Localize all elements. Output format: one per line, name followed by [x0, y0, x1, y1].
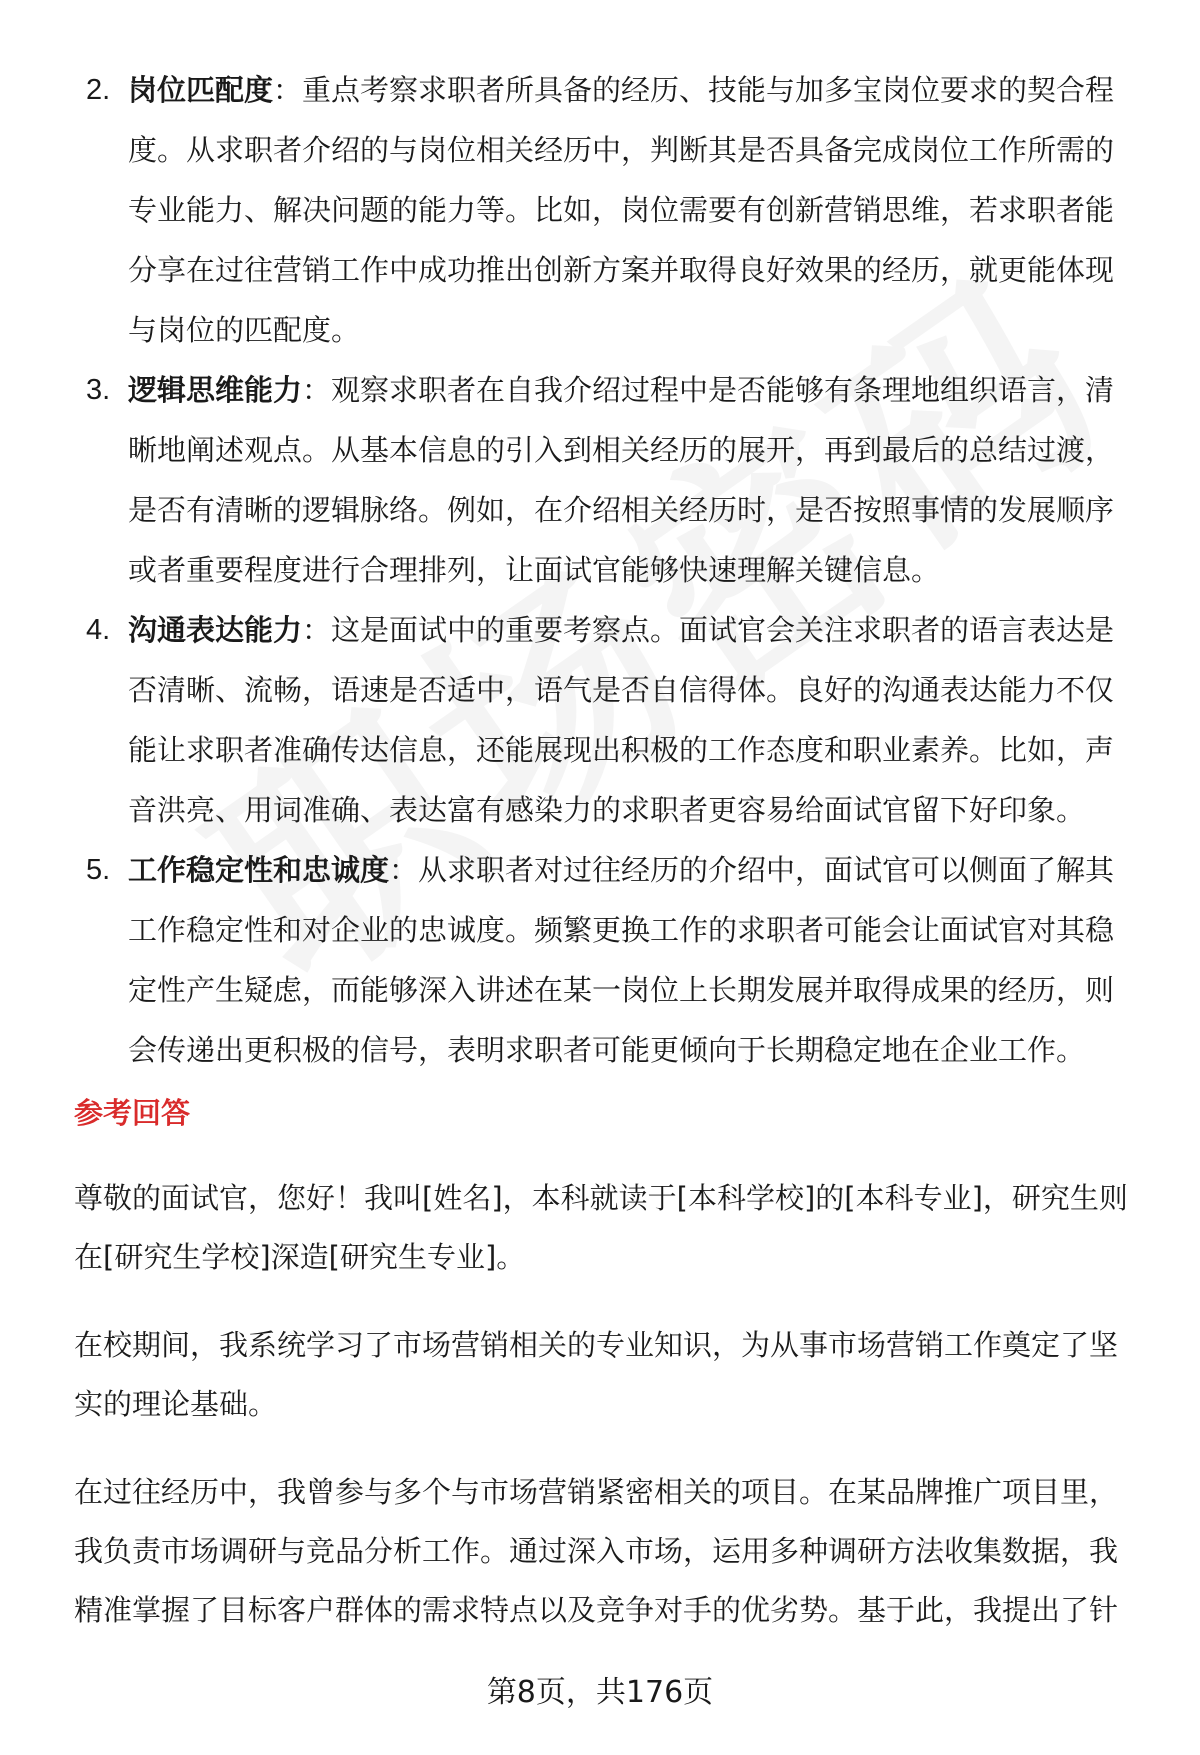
section-title-reference-answer: 参考回答	[74, 1096, 191, 1130]
criteria-list	[0, 60, 1200, 1080]
list-item-text: 从求职者对过往经历的介绍中，面试官可以侧面了解其工作稳定性和对企业的忠诚度。频繁更换工作的求职者可能会让面试官对其稳定性产生疑虑，而能够深入讲述在某一岗位上长期发展并取得成果的经历，则会传递出更积极的信号，表明求职者可能更倾向于长期稳定地在企业工作。	[128, 853, 1115, 1067]
list-item	[0, 360, 1200, 600]
list-item-term: 岗位匹配度	[128, 73, 274, 107]
list-item	[0, 60, 1200, 360]
answer-paragraph: 在过往经历中，我曾参与多个与市场营销紧密相关的项目。在某品牌推广项目里，我负责市场调研与竞品分析工作。通过深入市场，运用多种调研方法收集数据，我精准掌握了目标客户群体的需求特点以及竞争对手的优劣势。基于此，我提出了针	[74, 1475, 1119, 1627]
list-item-term: 逻辑思维能力	[128, 373, 303, 407]
answer-paragraph: 尊敬的面试官，您好！我叫[姓名]，本科就读于[本科学校]的[本科专业]，研究生则在[研究生学校]深造[研究生专业]。	[74, 1181, 1128, 1274]
list-item	[0, 600, 1200, 840]
list-item-number: 2.	[86, 74, 111, 106]
list-item-separator: ：	[273, 73, 303, 107]
list-item-number: 4.	[86, 614, 111, 646]
list-item	[0, 840, 1200, 1080]
list-item-separator: ：	[302, 373, 332, 407]
list-item-text: 观察求职者在自我介绍过程中是否能够有条理地组织语言，清晰地阐述观点。从基本信息的引入到相关经历的展开，再到最后的总结过渡，是否有清晰的逻辑脉络。例如，在介绍相关经历时，是否按照事情的发展顺序或者重要程度进行合理排列，让面试官能够快速理解关键信息。	[128, 373, 1115, 587]
list-item-number: 5.	[86, 854, 111, 886]
list-item-term: 工作稳定性和忠诚度	[128, 853, 390, 887]
list-item-text: 重点考察求职者所具备的经历、技能与加多宝岗位要求的契合程度。从求职者介绍的与岗位相关经历中，判断其是否具备完成岗位工作所需的专业能力、解决问题的能力等。比如，岗位需要有创新营销思维，若求职者能分享在过往营销工作中成功推出创新方案并取得良好效果的经历，就更能体现与岗位的匹配度。	[128, 73, 1115, 347]
list-item-text: 这是面试中的重要考察点。面试官会关注求职者的语言表达是否清晰、流畅，语速是否适中，语气是否自信得体。良好的沟通表达能力不仅能让求职者准确传达信息，还能展现出积极的工作态度和职业素养。比如，声音洪亮、用词准确、表达富有感染力的求职者更容易给面试官留下好印象。	[128, 613, 1115, 827]
page-footer: 第8页，共176页	[486, 1675, 714, 1710]
answer-paragraph: 在校期间，我系统学习了市场营销相关的专业知识，为从事市场营销工作奠定了坚实的理论基础。	[74, 1328, 1119, 1421]
list-item-separator: ：	[302, 613, 332, 647]
list-item-term: 沟通表达能力	[128, 613, 303, 647]
list-item-number: 3.	[86, 374, 111, 406]
list-item-separator: ：	[389, 853, 419, 887]
